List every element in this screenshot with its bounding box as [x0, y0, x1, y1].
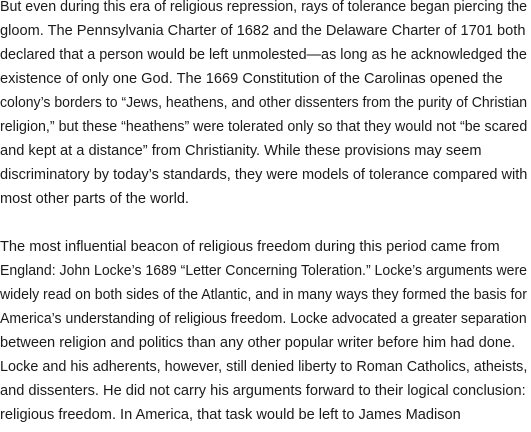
paragraph-2-line-1: The most influential beacon of religious freedom during this period came from	[0, 239, 500, 255]
paragraph-1-line-9: most other parts of the world.	[0, 191, 189, 207]
paragraph-1-line-8: discriminatory by today’s standards, they were models of tolerance compared with	[0, 167, 528, 183]
paragraph-1-line-2: gloom. The Pennsylvania Charter of 1682 and the Delaware Charter of 1701 both	[0, 23, 526, 39]
paragraph-1-line-4: existence of only one God. The 1669 Constitution of the Carolinas opened the	[0, 71, 503, 87]
paragraph-2-line-8: religious freedom. In America, that task would be left to James Madison	[0, 407, 461, 423]
paragraph-2-line-5: between religion and politics than any other popular writer before him had done.	[0, 335, 516, 351]
paragraph-1-line-6: religion,” but these “heathens” were tolerated only so that they would not “be scared	[0, 119, 528, 135]
paragraph-2-line-7: and dissenters. He did not carry his arguments forward to their logical conclusion:	[0, 383, 526, 399]
paragraph-2-line-2: England: John Locke’s 1689 “Letter Concerning Toleration.” Locke’s arguments were	[0, 263, 527, 279]
paragraph-1-line-7: and kept at a distance” from Christianity. While these provisions may seem	[0, 143, 482, 159]
paragraph-2-line-6: Locke and his adherents, however, still denied liberty to Roman Catholics, atheists,	[0, 359, 528, 375]
paragraph-2-line-4: America’s understanding of religious freedom. Locke advocated a greater separation	[0, 311, 527, 327]
paragraph-1-line-5: colony’s borders to “Jews, heathens, and other dissenters from the purity of Christian	[0, 95, 528, 111]
paragraph-1-line-3: declared that a person would be left unmolested—as long as he acknowledged the	[0, 47, 527, 63]
paragraph-1-line-1: But even during this era of religious repression, rays of tolerance began piercing the	[0, 0, 528, 15]
paragraph-2-line-3: widely read on both sides of the Atlantic, and in many ways they formed the basis for	[0, 287, 527, 303]
